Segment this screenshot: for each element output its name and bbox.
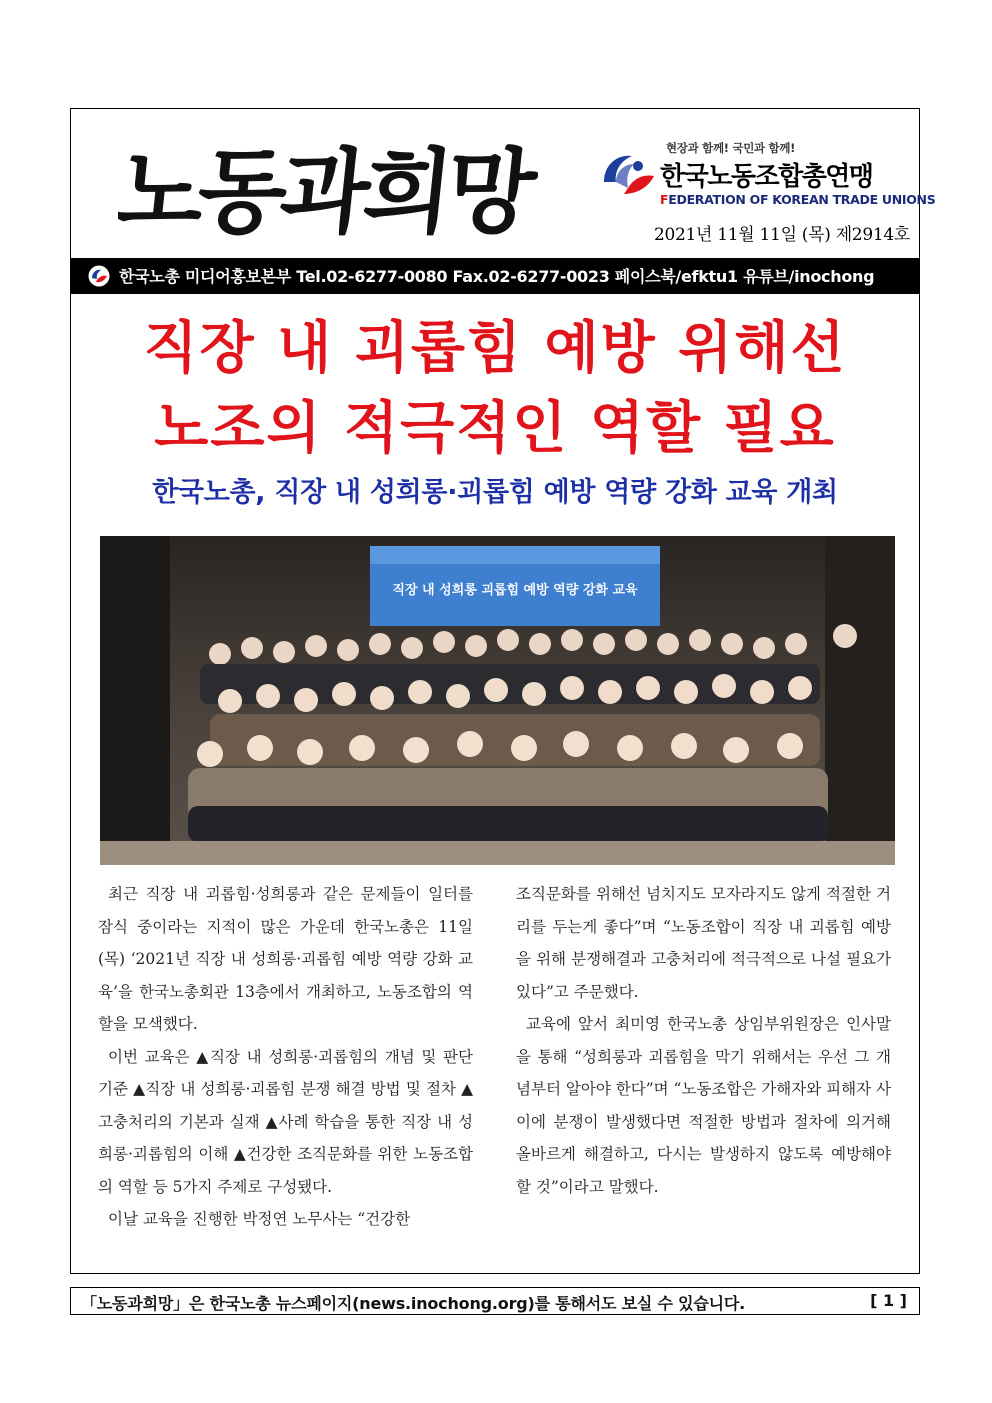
headline-line-1: 직장 내 괴롭힘 예방 위해선: [143, 316, 847, 381]
masthead-title-text: 노동과희망: [118, 137, 536, 246]
footer-text: 「노동과희망」은 한국노총 뉴스페이지(news.inochong.org)를 통해서도 보실 수 있습니다.: [81, 1294, 746, 1313]
page-number: [ 1 ]: [870, 1291, 907, 1310]
masthead-calligraphy: [118, 128, 538, 248]
article-paragraph: 이날 교육을 진행한 박정연 노무사는 “건강한: [108, 1210, 411, 1228]
issue-line: [590, 220, 910, 245]
article-paragraph: 교육에 앞서 최미영 한국노총 상임부위원장은 인사말을 통해 “성희롱과 괴롭힘을 막기 위해서는 우선 그 개념부터 알아야 한다”며 “노동조합은 가해자와 피해자 사이에 분쟁이 발생했다면 적절한 방법과 절차에 의거해 올바르게 해결하고, 다시는 발생하지 않도록 예방해야 할 것”이라고 말했다.: [516, 1015, 891, 1196]
subheadline: 한국노총, 직장 내 성희롱·괴롭힘 예방 역량 강화 교육 개최: [152, 477, 838, 508]
org-name-korean: 한국노동조합총연맹: [660, 162, 873, 192]
group-photo-image: [100, 536, 895, 865]
article-paragraph: 이번 교육은 ▲직장 내 성희롱·괴롭힘의 개념 및 판단기준 ▲직장 내 성희롱·괴롭힘 분쟁 해결 방법 및 절차 ▲고충처리의 기본과 실재 ▲사례 학습을 통한 직장 내 성희롱·괴롭힘의 이해 ▲건강한 조직문화를 위한 노동조합의 역할 등 5가지 주제로 구성됐다.: [98, 1047, 473, 1196]
issue-date: 2021년 11월 11일 (목): [653, 225, 831, 245]
article-left-column: [98, 878, 473, 1236]
org-name-english: [660, 192, 935, 207]
org-name-english-rest: EDERATION OF KOREAN TRADE UNIONS: [668, 192, 936, 207]
org-slogan: 현장과 함께! 국민과 함께!: [666, 141, 796, 155]
fktu-logo-icon: [598, 148, 658, 200]
org-name-english-initial: F: [660, 192, 669, 207]
headline-line-2: 노조의 적극적인 역할 필요: [154, 396, 836, 461]
contact-text: 한국노총 미디어홍보본부 Tel.02-6277-0080 Fax.02-6277-0023 페이스북/efktu1 유튜브/inochong: [119, 267, 875, 286]
fktu-small-logo-icon: [88, 265, 110, 287]
article-right-column: [516, 878, 891, 1203]
contact-bar: [71, 258, 919, 294]
article-paragraph: 최근 직장 내 괴롭힘·성희롱과 같은 문제들이 일터를 잠식 중이라는 지적이 많은 가운데 한국노총은 11일(목) ‘2021년 직장 내 성희롱·괴롭힘 예방 역량 강화 교육’을 한국노총회관 13층에서 개최하고, 노동조합의 역할을 모색했다.: [98, 885, 473, 1033]
organization-block: [598, 140, 936, 218]
masthead-title: [118, 128, 538, 248]
footer-bar: [70, 1287, 920, 1315]
issue-number: 제2914호: [835, 225, 910, 245]
photo-banner-text: 직장 내 성희롱 괴롭힘 예방 역량 강화 교육: [392, 583, 638, 598]
article-paragraph: 조직문화를 위해선 넘치지도 모자라지도 않게 적절한 거리를 두는게 좋다”며 “노동조합이 직장 내 괴롭힘 예방을 위해 분쟁해결과 고충처리에 적극적으로 나설 필요가 있다”고 주문했다.: [516, 885, 891, 1001]
